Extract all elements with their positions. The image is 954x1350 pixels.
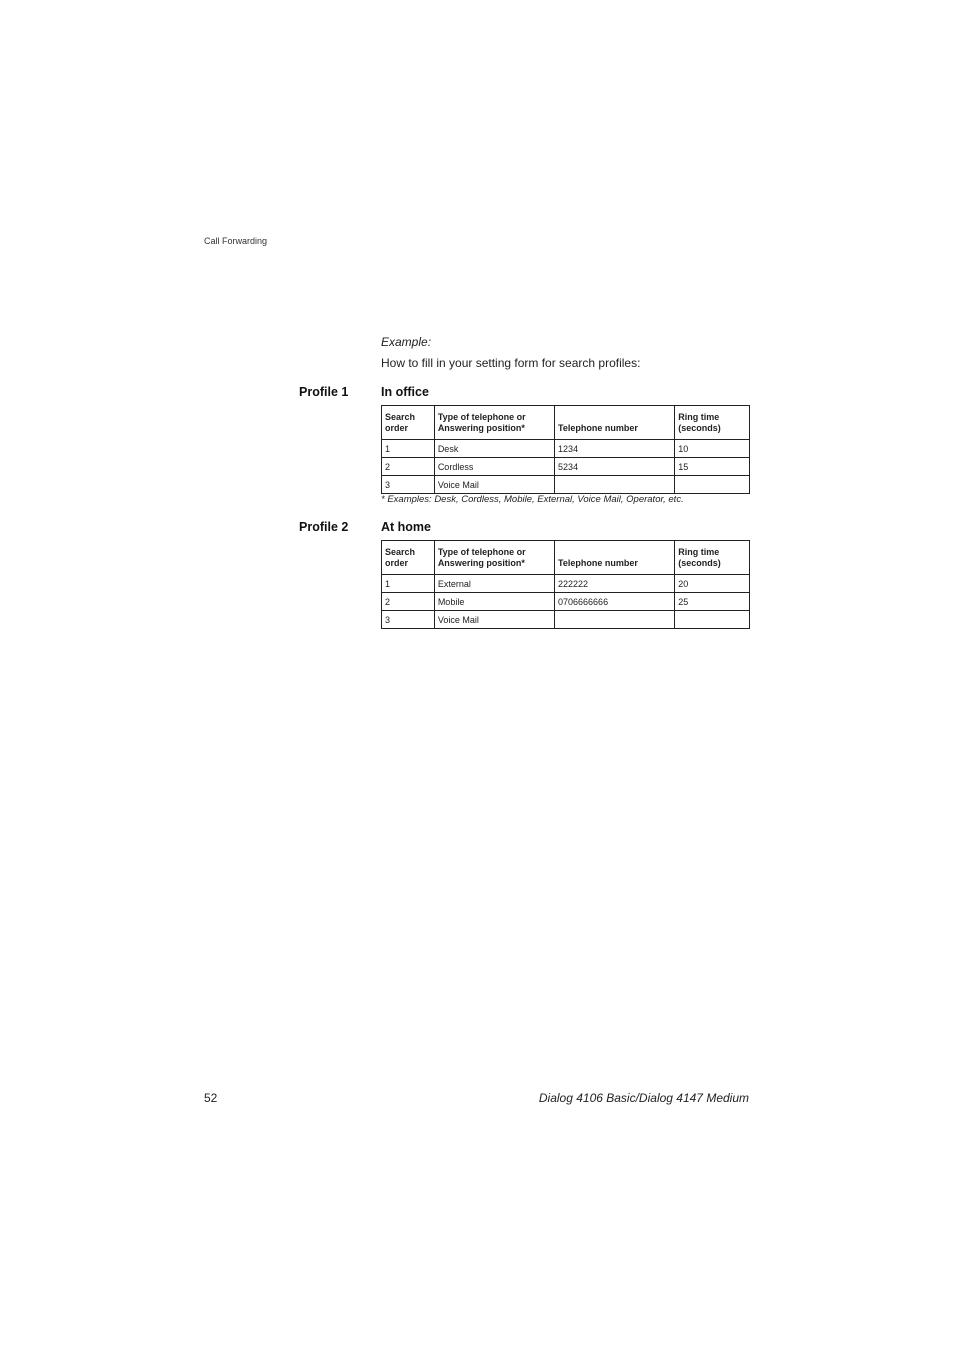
cell-order: 1 xyxy=(382,440,435,458)
cell-tel: 0706666666 xyxy=(555,593,675,611)
running-header: Call Forwarding xyxy=(204,236,268,246)
table-row xyxy=(382,458,750,476)
cell-tel: 5234 xyxy=(555,458,675,476)
cell-order: 3 xyxy=(382,611,435,629)
table-header-row xyxy=(382,541,750,575)
cell-type: Voice Mail xyxy=(434,476,554,494)
cell-tel: 222222 xyxy=(555,575,675,593)
cell-ring: 15 xyxy=(675,458,750,476)
header-type: Type of telephone or Answering position* xyxy=(434,541,554,575)
header-type: Type of telephone or Answering position* xyxy=(434,406,554,440)
page-number: 52 xyxy=(204,1091,218,1105)
profile-2-title: At home xyxy=(381,520,431,534)
profile-1-title: In office xyxy=(381,385,429,399)
table-row xyxy=(382,593,750,611)
cell-order: 1 xyxy=(382,575,435,593)
cell-type: External xyxy=(434,575,554,593)
table-row xyxy=(382,611,750,629)
cell-tel: 1234 xyxy=(555,440,675,458)
cell-order: 3 xyxy=(382,476,435,494)
cell-order: 2 xyxy=(382,458,435,476)
profile-1-table xyxy=(381,405,750,494)
cell-tel xyxy=(555,476,675,494)
cell-ring: 25 xyxy=(675,593,750,611)
header-telephone-number: Telephone number xyxy=(555,406,675,440)
cell-tel xyxy=(555,611,675,629)
cell-ring: 10 xyxy=(675,440,750,458)
header-telephone-number: Telephone number xyxy=(555,541,675,575)
profile-2-label: Profile 2 xyxy=(299,520,349,534)
header-ring-time: Ring time (seconds) xyxy=(675,541,750,575)
cell-order: 2 xyxy=(382,593,435,611)
cell-ring: 20 xyxy=(675,575,750,593)
profile-2-table xyxy=(381,540,750,629)
product-name: Dialog 4106 Basic/Dialog 4147 Medium xyxy=(538,1091,749,1105)
table-header-row xyxy=(382,406,750,440)
table-row xyxy=(382,440,750,458)
cell-type: Mobile xyxy=(434,593,554,611)
cell-type: Voice Mail xyxy=(434,611,554,629)
header-ring-time: Ring time (seconds) xyxy=(675,406,750,440)
header-search-order: Search order xyxy=(382,541,435,575)
cell-type: Desk xyxy=(434,440,554,458)
footnote: * Examples: Desk, Cordless, Mobile, External, Voice Mail, Operator, etc. xyxy=(381,494,684,505)
example-label: Example: xyxy=(381,335,432,349)
cell-ring xyxy=(675,611,750,629)
header-search-order: Search order xyxy=(382,406,435,440)
intro-text: How to fill in your setting form for search profiles: xyxy=(381,356,641,370)
cell-type: Cordless xyxy=(434,458,554,476)
table-row xyxy=(382,575,750,593)
table-row xyxy=(382,476,750,494)
profile-1-label: Profile 1 xyxy=(299,385,349,399)
cell-ring xyxy=(675,476,750,494)
